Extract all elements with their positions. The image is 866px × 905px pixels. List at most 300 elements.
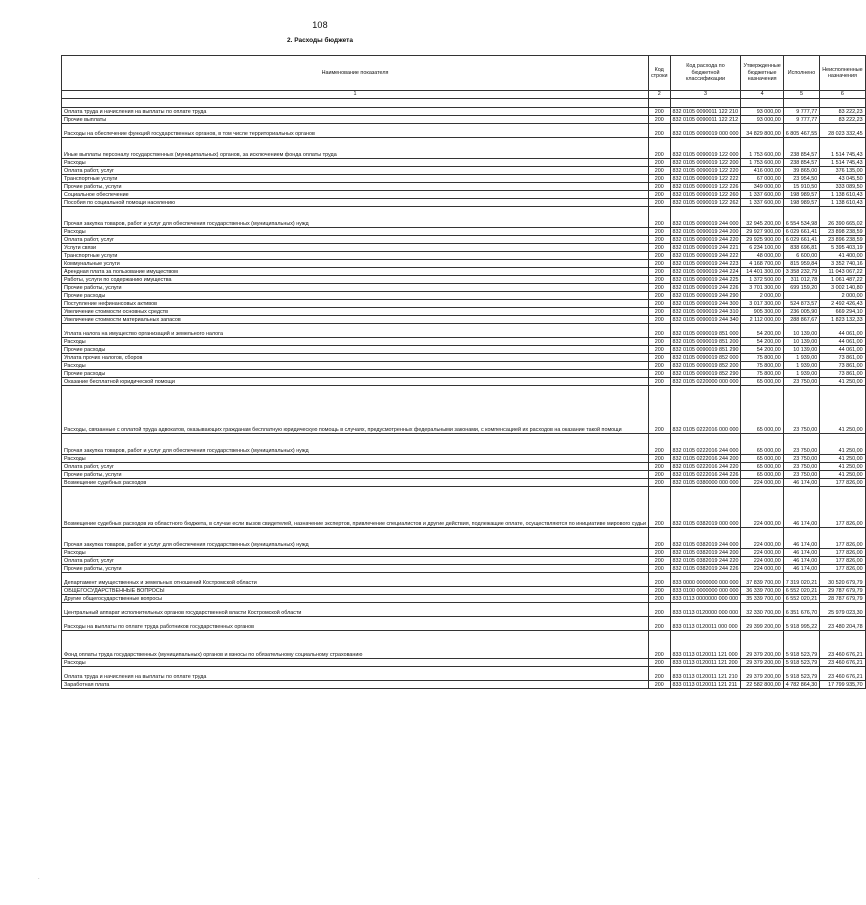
cell-remaining: 41 250,00 — [820, 386, 865, 434]
cell-line-code: 200 — [648, 386, 670, 434]
cell-name: Прочие работы, услуги — [62, 471, 649, 479]
cell-classification-code: 832 0105 0090019 852 000 — [670, 354, 741, 362]
cell-line-code: 200 — [648, 260, 670, 268]
cell-name: Прочие расходы — [62, 292, 649, 300]
cell-remaining: 23 460 676,21 — [820, 631, 865, 659]
cell-classification-code: 833 0100 0000000 000 000 — [670, 587, 741, 595]
cell-remaining: 25 979 023,30 — [820, 603, 865, 617]
cell-line-code: 200 — [648, 108, 670, 116]
cell-remaining: 28 787 679,79 — [820, 595, 865, 603]
cell-remaining: 1 514 745,43 — [820, 138, 865, 159]
cell-classification-code: 832 0105 0090019 122 220 — [670, 167, 741, 175]
cell-name: Поступление нефинансовых активов — [62, 300, 649, 308]
cell-approved: 6 234 100,00 — [741, 244, 783, 252]
cell-remaining: 23 898 238,59 — [820, 228, 865, 236]
cell-classification-code: 832 0105 0090019 244 225 — [670, 276, 741, 284]
cell-classification-code: 832 0105 0090019 244 221 — [670, 244, 741, 252]
cell-approved: 29 399 200,00 — [741, 617, 783, 631]
cell-name: Уплата налога на имущество организаций и земельного налога — [62, 324, 649, 338]
cell-executed: 699 159,20 — [783, 284, 819, 292]
cell-name: Оказание бесплатной юридической помощи — [62, 378, 649, 386]
cell-classification-code: 833 0000 0000000 000 000 — [670, 573, 741, 587]
table-row — [62, 463, 866, 471]
cell-remaining: 1 061 487,22 — [820, 276, 865, 284]
cell-line-code: 200 — [648, 603, 670, 617]
cell-executed: 10 139,00 — [783, 346, 819, 354]
cell-line-code: 200 — [648, 378, 670, 386]
table-body — [62, 99, 866, 689]
cell-line-code: 200 — [648, 183, 670, 191]
cell-approved: 93 000,00 — [741, 116, 783, 124]
cell-classification-code: 832 0105 0382019 000 000 — [670, 487, 741, 528]
cell-name: Прочие работы, услуги — [62, 284, 649, 292]
table-row — [62, 284, 866, 292]
cell-name: Иные выплаты персоналу государственных (муниципальных) органов, за исключением фонда оплаты труда — [62, 138, 649, 159]
cell-remaining: 177 826,00 — [820, 549, 865, 557]
cell-classification-code: 832 0105 0090019 244 224 — [670, 268, 741, 276]
cell-line-code: 200 — [648, 159, 670, 167]
cell-classification-code: 833 0113 0120011 121 200 — [670, 659, 741, 667]
cell-name: Прочие расходы — [62, 370, 649, 378]
cell-line-code: 200 — [648, 573, 670, 587]
cell-remaining: 23 896 238,59 — [820, 236, 865, 244]
cell-classification-code: 832 0105 0090019 122 200 — [670, 159, 741, 167]
cell-line-code: 200 — [648, 167, 670, 175]
cell-approved: 65 000,00 — [741, 434, 783, 455]
cell-line-code: 200 — [648, 595, 670, 603]
cell-remaining: 177 826,00 — [820, 479, 865, 487]
cell-remaining: 41 250,00 — [820, 378, 865, 386]
cell-executed: 23 954,50 — [783, 175, 819, 183]
cell-classification-code: 833 0113 0120011 121 210 — [670, 667, 741, 681]
cell-approved: 29 379 200,00 — [741, 667, 783, 681]
cell-approved: 65 000,00 — [741, 386, 783, 434]
cell-name: Работы, услуги по содержанию имущества — [62, 276, 649, 284]
table-row — [62, 557, 866, 565]
cell-executed: 46 174,00 — [783, 487, 819, 528]
cell-name: Расходы на обеспечение функций государственных органов, в том числе территориальных органов — [62, 124, 649, 138]
cell-classification-code: 832 0105 0222016 244 220 — [670, 463, 741, 471]
table-row — [62, 378, 866, 386]
cell-remaining: 41 250,00 — [820, 471, 865, 479]
cell-classification-code: 832 0105 0090011 122 210 — [670, 108, 741, 116]
cell-line-code: 200 — [648, 300, 670, 308]
cell-approved: 1 753 600,00 — [741, 159, 783, 167]
table-row — [62, 183, 866, 191]
cell-remaining: 3 002 140,80 — [820, 284, 865, 292]
cell-classification-code: 833 0113 0120011 121 211 — [670, 681, 741, 689]
cell-line-code: 200 — [648, 138, 670, 159]
cell-remaining: 83 222,23 — [820, 108, 865, 116]
cell-classification-code: 832 0105 0382019 244 226 — [670, 565, 741, 573]
cell-line-code: 200 — [648, 276, 670, 284]
cell-line-code: 200 — [648, 244, 670, 252]
cell-classification-code: 832 0105 0090019 851 200 — [670, 338, 741, 346]
cell-classification-code: 832 0105 0090019 122 226 — [670, 183, 741, 191]
cell-remaining: 177 826,00 — [820, 557, 865, 565]
cell-remaining: 1 138 610,43 — [820, 191, 865, 199]
cell-remaining: 177 826,00 — [820, 487, 865, 528]
table-row — [62, 228, 866, 236]
table-row — [62, 116, 866, 124]
cell-name: ОБЩЕГОСУДАРСТВЕННЫЕ ВОПРОСЫ — [62, 587, 649, 595]
cell-executed: 5 918 523,79 — [783, 667, 819, 681]
cell-executed: 6 029 661,41 — [783, 228, 819, 236]
table-row — [62, 681, 866, 689]
cell-line-code: 200 — [648, 316, 670, 324]
cell-remaining: 177 826,00 — [820, 565, 865, 573]
table-row — [62, 565, 866, 573]
cell-classification-code: 832 0105 0380000 000 000 — [670, 479, 741, 487]
cell-executed: 238 854,57 — [783, 138, 819, 159]
cell-classification-code: 832 0105 0090019 122 262 — [670, 199, 741, 207]
table-row — [62, 199, 866, 207]
cell-line-code: 200 — [648, 528, 670, 549]
cell-line-code: 200 — [648, 631, 670, 659]
cell-approved: 75 800,00 — [741, 354, 783, 362]
cell-name: Расходы — [62, 362, 649, 370]
cell-name: Уплата прочих налогов, сборов — [62, 354, 649, 362]
cell-classification-code: 832 0105 0090019 000 000 — [670, 124, 741, 138]
cell-executed: 236 005,90 — [783, 308, 819, 316]
cell-executed: 23 750,00 — [783, 378, 819, 386]
cell-executed: 815 959,84 — [783, 260, 819, 268]
cell-approved: 224 000,00 — [741, 557, 783, 565]
cell-line-code: 200 — [648, 346, 670, 354]
cell-remaining: 1 138 610,43 — [820, 199, 865, 207]
cell-approved: 65 000,00 — [741, 471, 783, 479]
table-row — [62, 138, 866, 159]
cell-remaining: 669 294,10 — [820, 308, 865, 316]
cell-classification-code: 832 0105 0090019 851 000 — [670, 324, 741, 338]
table-row — [62, 595, 866, 603]
cell-name: Прочая закупка товаров, работ и услуг для обеспечения государственных (муниципальных) нужд — [62, 528, 649, 549]
table-row — [62, 300, 866, 308]
cell-classification-code: 832 0105 0090019 244 226 — [670, 284, 741, 292]
cell-line-code: 200 — [648, 549, 670, 557]
cell-executed: 1 939,00 — [783, 370, 819, 378]
cell-line-code: 200 — [648, 354, 670, 362]
table-row — [62, 236, 866, 244]
cell-name: Транспортные услуги — [62, 175, 649, 183]
cell-line-code: 200 — [648, 207, 670, 228]
cell-remaining: 41 250,00 — [820, 455, 865, 463]
cell-executed: 198 989,57 — [783, 199, 819, 207]
table-row — [62, 324, 866, 338]
table-row — [62, 455, 866, 463]
cell-remaining: 1 823 132,33 — [820, 316, 865, 324]
cell-remaining: 3 352 740,16 — [820, 260, 865, 268]
cell-remaining: 43 045,50 — [820, 175, 865, 183]
cell-name: Услуги связи — [62, 244, 649, 252]
cell-approved: 54 200,00 — [741, 324, 783, 338]
cell-classification-code: 833 0113 0120011 121 000 — [670, 631, 741, 659]
table-row — [62, 124, 866, 138]
column-number: 5 — [783, 91, 819, 99]
cell-line-code: 200 — [648, 175, 670, 183]
cell-remaining: 73 861,00 — [820, 370, 865, 378]
table-row — [62, 175, 866, 183]
cell-executed: 46 174,00 — [783, 528, 819, 549]
cell-remaining: 5 395 403,19 — [820, 244, 865, 252]
cell-executed: 6 029 661,41 — [783, 236, 819, 244]
cell-classification-code: 832 0105 0090011 122 212 — [670, 116, 741, 124]
cell-approved: 1 753 600,00 — [741, 138, 783, 159]
cell-classification-code: 832 0105 0090019 244 290 — [670, 292, 741, 300]
cell-line-code: 200 — [648, 284, 670, 292]
cell-remaining: 41 250,00 — [820, 463, 865, 471]
cell-name: Оплата труда и начисления на выплаты по оплате труда — [62, 108, 649, 116]
table-row — [62, 292, 866, 300]
cell-remaining: 73 861,00 — [820, 354, 865, 362]
cell-approved: 75 800,00 — [741, 362, 783, 370]
cell-name: Прочие расходы — [62, 346, 649, 354]
cell-line-code: 200 — [648, 236, 670, 244]
cell-approved: 36 339 700,00 — [741, 587, 783, 595]
cell-line-code: 200 — [648, 116, 670, 124]
cell-remaining: 41 250,00 — [820, 434, 865, 455]
cell-approved: 224 000,00 — [741, 528, 783, 549]
cell-executed: 23 750,00 — [783, 471, 819, 479]
cell-approved: 349 000,00 — [741, 183, 783, 191]
cell-approved: 29 927 900,00 — [741, 228, 783, 236]
cell-name: Другие общегосударственные вопросы — [62, 595, 649, 603]
table-row — [62, 471, 866, 479]
cell-classification-code: 832 0105 0222016 000 000 — [670, 386, 741, 434]
cell-name: Оплата работ, услуг — [62, 557, 649, 565]
cell-executed: 6 351 676,70 — [783, 603, 819, 617]
spacer-row — [62, 99, 866, 108]
cell-name: Расходы — [62, 228, 649, 236]
cell-name: Возмещение судебных расходов — [62, 479, 649, 487]
cell-name: Прочие выплаты — [62, 116, 649, 124]
budget-expenses-table — [61, 55, 866, 689]
table-row — [62, 603, 866, 617]
table-row — [62, 308, 866, 316]
cell-executed: 46 174,00 — [783, 565, 819, 573]
cell-name: Расходы — [62, 159, 649, 167]
cell-executed: 39 865,00 — [783, 167, 819, 175]
cell-name: Арендная плата за пользование имуществом — [62, 268, 649, 276]
column-number: 2 — [648, 91, 670, 99]
cell-approved: 29 379 200,00 — [741, 659, 783, 667]
table-row — [62, 276, 866, 284]
cell-classification-code: 832 0105 0220000 000 000 — [670, 378, 741, 386]
cell-executed: 23 750,00 — [783, 455, 819, 463]
cell-name: Оплата труда и начисления на выплаты по оплате труда — [62, 667, 649, 681]
cell-name: Заработная плата — [62, 681, 649, 689]
table-row — [62, 338, 866, 346]
cell-approved: 34 829 800,00 — [741, 124, 783, 138]
column-number: 1 — [62, 91, 649, 99]
cell-classification-code: 832 0105 0090019 852 200 — [670, 362, 741, 370]
cell-classification-code: 833 0113 0000000 000 000 — [670, 595, 741, 603]
cell-approved: 905 300,00 — [741, 308, 783, 316]
cell-remaining: 177 826,00 — [820, 528, 865, 549]
cell-remaining: 1 514 745,43 — [820, 159, 865, 167]
cell-executed: 10 139,00 — [783, 324, 819, 338]
cell-executed: 23 750,00 — [783, 434, 819, 455]
table-row — [62, 346, 866, 354]
cell-approved: 48 000,00 — [741, 252, 783, 260]
cell-remaining: 23 460 676,21 — [820, 659, 865, 667]
cell-line-code: 200 — [648, 617, 670, 631]
cell-line-code: 200 — [648, 252, 670, 260]
cell-classification-code: 833 0113 0120000 000 000 — [670, 603, 741, 617]
cell-approved: 32 945 200,00 — [741, 207, 783, 228]
cell-classification-code: 832 0105 0222016 244 200 — [670, 455, 741, 463]
cell-line-code: 200 — [648, 565, 670, 573]
cell-executed: 4 782 864,30 — [783, 681, 819, 689]
cell-classification-code: 832 0105 0382019 244 000 — [670, 528, 741, 549]
cell-name: Расходы на выплаты по оплате труда работников государственных органов — [62, 617, 649, 631]
cell-executed: 23 750,00 — [783, 463, 819, 471]
cell-approved: 2 000,00 — [741, 292, 783, 300]
cell-name: Оплата работ, услуг — [62, 236, 649, 244]
cell-line-code: 200 — [648, 659, 670, 667]
cell-remaining: 28 023 332,45 — [820, 124, 865, 138]
header-line-code: Код строки — [648, 56, 670, 91]
cell-classification-code: 832 0105 0090019 851 290 — [670, 346, 741, 354]
cell-line-code: 200 — [648, 587, 670, 595]
column-number: 6 — [820, 91, 865, 99]
cell-approved: 75 800,00 — [741, 370, 783, 378]
cell-classification-code: 832 0105 0090019 244 310 — [670, 308, 741, 316]
cell-executed: 10 139,00 — [783, 338, 819, 346]
cell-remaining: 29 787 679,79 — [820, 587, 865, 595]
cell-approved: 3 701 300,00 — [741, 284, 783, 292]
cell-remaining: 44 061,00 — [820, 324, 865, 338]
cell-executed: 46 174,00 — [783, 549, 819, 557]
cell-name: Расходы — [62, 338, 649, 346]
cell-line-code: 200 — [648, 191, 670, 199]
cell-classification-code: 832 0105 0222016 244 000 — [670, 434, 741, 455]
cell-remaining: 73 861,00 — [820, 362, 865, 370]
cell-executed: 1 939,00 — [783, 354, 819, 362]
cell-line-code: 200 — [648, 557, 670, 565]
cell-classification-code: 832 0105 0382019 244 220 — [670, 557, 741, 565]
table-row — [62, 617, 866, 631]
cell-classification-code: 832 0105 0090019 852 290 — [670, 370, 741, 378]
cell-classification-code: 832 0105 0090019 244 220 — [670, 236, 741, 244]
cell-line-code: 200 — [648, 308, 670, 316]
cell-executed: 9 777,77 — [783, 116, 819, 124]
table-row — [62, 549, 866, 557]
cell-executed — [783, 292, 819, 300]
cell-remaining: 23 460 676,21 — [820, 667, 865, 681]
header-classification-code: Код расхода по бюджетной классификации — [670, 56, 741, 91]
cell-line-code: 200 — [648, 362, 670, 370]
cell-executed: 6 552 020,21 — [783, 595, 819, 603]
cell-name: Департамент имущественных и земельных отношений Костромской области — [62, 573, 649, 587]
cell-line-code: 200 — [648, 268, 670, 276]
cell-line-code: 200 — [648, 324, 670, 338]
cell-approved: 29 379 200,00 — [741, 631, 783, 659]
header-executed: Исполнено — [783, 56, 819, 91]
cell-executed: 46 174,00 — [783, 479, 819, 487]
table-row — [62, 260, 866, 268]
cell-name: Расходы — [62, 659, 649, 667]
cell-approved: 224 000,00 — [741, 479, 783, 487]
cell-executed: 311 012,78 — [783, 276, 819, 284]
cell-executed: 15 910,50 — [783, 183, 819, 191]
cell-line-code: 200 — [648, 199, 670, 207]
cell-line-code: 200 — [648, 292, 670, 300]
cell-executed: 838 696,81 — [783, 244, 819, 252]
cell-classification-code: 832 0105 0090019 122 222 — [670, 175, 741, 183]
cell-name: Оплата работ, услуг — [62, 167, 649, 175]
cell-approved: 93 000,00 — [741, 108, 783, 116]
cell-classification-code: 832 0105 0090019 244 200 — [670, 228, 741, 236]
cell-remaining: 41 400,00 — [820, 252, 865, 260]
cell-classification-code: 832 0105 0090019 244 300 — [670, 300, 741, 308]
cell-line-code: 200 — [648, 124, 670, 138]
cell-remaining: 333 089,50 — [820, 183, 865, 191]
cell-approved: 4 168 700,00 — [741, 260, 783, 268]
cell-classification-code: 832 0105 0090019 122 260 — [670, 191, 741, 199]
cell-line-code: 200 — [648, 228, 670, 236]
cell-remaining: 11 043 067,22 — [820, 268, 865, 276]
cell-remaining: 17 799 935,70 — [820, 681, 865, 689]
cell-remaining: 83 222,23 — [820, 116, 865, 124]
cell-remaining: 44 061,00 — [820, 338, 865, 346]
cell-name: Социальное обеспечение — [62, 191, 649, 199]
cell-executed: 198 989,57 — [783, 191, 819, 199]
cell-name: Оплата работ, услуг — [62, 463, 649, 471]
cell-executed: 238 854,57 — [783, 159, 819, 167]
cell-executed: 524 873,57 — [783, 300, 819, 308]
cell-line-code: 200 — [648, 370, 670, 378]
cell-approved: 65 000,00 — [741, 378, 783, 386]
cell-approved: 22 582 800,00 — [741, 681, 783, 689]
table-row — [62, 386, 866, 434]
cell-name: Расходы, связанные с оплатой труда адвокатов, оказывающих гражданам бесплатную юридическую помощь в случаях, предусмотренных федеральными законами, с компенсацией их расходов на оказание такой помощи — [62, 386, 649, 434]
cell-remaining: 23 480 204,78 — [820, 617, 865, 631]
cell-line-code: 200 — [648, 434, 670, 455]
cell-line-code: 200 — [648, 463, 670, 471]
table-row — [62, 354, 866, 362]
cell-approved: 1 337 600,00 — [741, 199, 783, 207]
cell-approved: 65 000,00 — [741, 455, 783, 463]
cell-remaining: 30 520 679,79 — [820, 573, 865, 587]
header-name: Наименование показателя — [62, 56, 649, 91]
cell-remaining: 2 000,00 — [820, 292, 865, 300]
cell-name: Увеличение стоимости основных средств — [62, 308, 649, 316]
cell-line-code: 200 — [648, 681, 670, 689]
cell-line-code: 200 — [648, 455, 670, 463]
cell-classification-code: 832 0105 0090019 244 222 — [670, 252, 741, 260]
cell-approved: 224 000,00 — [741, 549, 783, 557]
table-row — [62, 159, 866, 167]
table-row — [62, 316, 866, 324]
cell-approved: 35 339 700,00 — [741, 595, 783, 603]
cell-name: Прочая закупка товаров, работ и услуг для обеспечения государственных (муниципальных) нужд — [62, 207, 649, 228]
table-row — [62, 479, 866, 487]
table-row — [62, 434, 866, 455]
cell-remaining: 44 061,00 — [820, 346, 865, 354]
cell-name: Прочие работы, услуги — [62, 565, 649, 573]
cell-executed: 1 939,00 — [783, 362, 819, 370]
table-row — [62, 487, 866, 528]
cell-approved: 224 000,00 — [741, 487, 783, 528]
cell-approved: 1 372 500,00 — [741, 276, 783, 284]
cell-approved: 32 330 700,00 — [741, 603, 783, 617]
cell-classification-code: 832 0105 0222016 244 226 — [670, 471, 741, 479]
cell-approved: 14 401 300,00 — [741, 268, 783, 276]
cell-approved: 2 112 000,00 — [741, 316, 783, 324]
cell-executed: 288 867,67 — [783, 316, 819, 324]
cell-approved: 224 000,00 — [741, 565, 783, 573]
